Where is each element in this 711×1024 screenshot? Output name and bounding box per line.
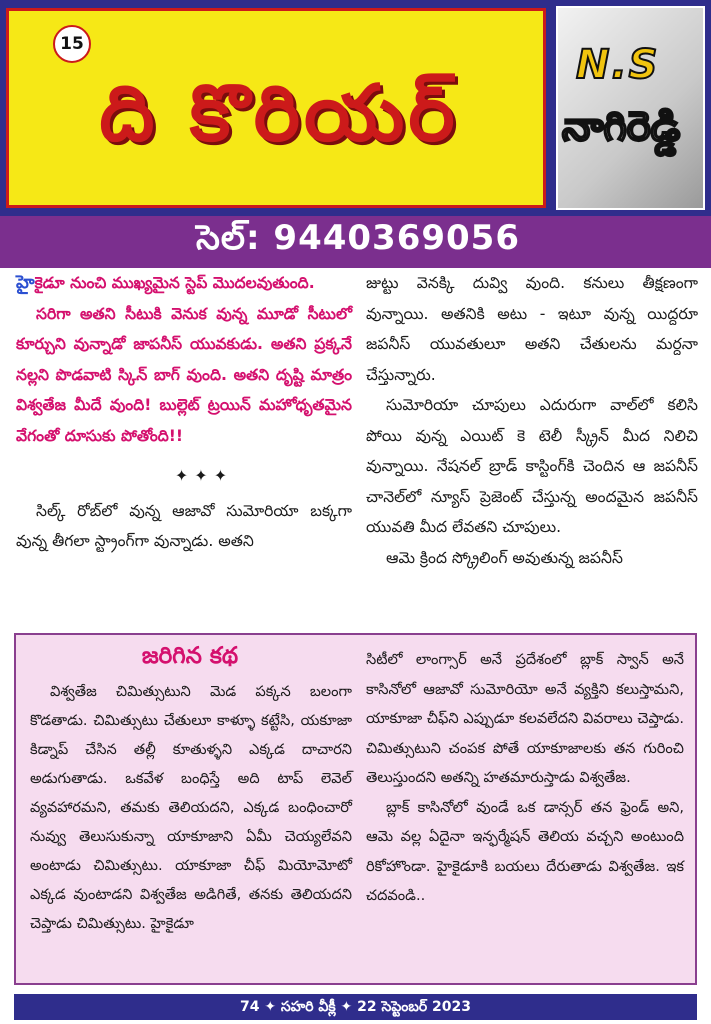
serial-title: ది కొరియర్ xyxy=(99,69,459,159)
drop-cap: హై xyxy=(16,272,35,293)
article-paragraph: జుట్టు వెనక్కి దువ్వి వుంది. కనులు తీక్షణంగా వున్నాయి. అతనికి అటు - ఇటూ వున్న యిద్దరూ జపనీస్ యువతులూ అతని చేతులను మర్దనా చేస్తున్నారు. xyxy=(366,274,698,384)
title-panel xyxy=(6,8,546,208)
author-initials: N.S xyxy=(576,42,660,88)
article-paragraph: సుమోరియా చూపులు ఎదురుగా వాల్‌లో కలిసి పోయి వున్న ఎయిట్ కె టెలీ స్క్రీన్ మీద నిలిచి వున్నాయి. నేషనల్ బ్రాడ్ కాస్టింగ్‌కి చెందిన ఆ జపనీస్ చానెల్‌లో న్యూస్ ప్రెజెంట్ చేస్తున్న అందమైన జపనీస్ యువతి మీద లేవతని చూపులు. xyxy=(366,396,698,536)
masthead xyxy=(0,0,711,216)
recap-paragraph: విశ్వతేజ చిమిత్సుటుని మెడ పక్కన బలంగా కొడతాడు. చిమిత్సుటు చేతులూ కాళ్ళూ కట్టేసి, యకూజా కిడ్నాప్ చేసిన తల్లీ కూతుళ్ళని ఎక్కడ దాచారని అడుగుతాడు. ఒకవేళ బంధిస్తే అది టాప్ లెవెల్ వ్యవహారమని, తమకు తెలియదని, ఎక్కడ బంధించారో నువ్వు తెలుసుకున్నా యాకూజాని ఏమీ చెయ్యలేవని అంటాడు చిమిత్సుటు. యాకూజా చీఫ్ మియోమోటో ఎక్కడ వుంటాడని విశ్వతేజ అడిగితే, తనకు తెలియదని చెప్తాడు చిమిత్సుటు. హైకైడూ xyxy=(30,683,352,932)
recap-paragraph: సిటీలో లాంగ్సార్ అనే ప్రదేశంలో బ్లాక్ స్వాన్ అనే కాసినోలో ఆజావో సుమోరియో అనే వ్యక్తిని కలుస్తామని, యాకూజా చీఫ్‌ని ఎప్పుడూ కలవలేదని వివరాలు చెప్తాడు. చిమిత్సుటుని చంపక పోతే యాకూజాలకు తన గురించి తెలుస్తుందని అతన్ని హతమారుస్తాడు విశ్వతేజ. xyxy=(366,651,684,786)
recap-paragraph: బ్లాక్ కాసినోలో వుండే ఒక డాన్సర్ తన ఫ్రెండ్ అని, ఆమె వల్ల ఏదైనా ఇన్ఫర్మేషన్ తెలియ వచ్చని అంటుంది రికోహొండా. హైకైడూకి బయలు దేరుతాడు విశ్వతేజ. ఇక చదవండి.. xyxy=(366,798,684,904)
article-paragraph: సరిగా అతని సీటుకి వెనుక వున్న మూడో సీటులో కూర్చుని వున్నాడో జాపనీస్ యువకుడు. అతని ప్రక్కనే నల్లని పొడవాటి స్కిన్ బాగ్ వుంది. అతని దృష్టి మాత్రం విశ్వతేజ మీదే వుంది! బుల్లెట్ ట్రయిన్ మహోధృతమైన వేగంతో దూసుకు పోతోంది!! xyxy=(16,304,352,445)
author-portrait xyxy=(556,6,705,210)
paragraph-text: కైడూ నుంచి ముఖ్యమైన స్టెప్ మొదలవుతుంది. xyxy=(34,274,315,292)
page-footer: 74 ✦ సహరి వీక్లీ ✦ 22 సెప్టెంబర్ 2023 xyxy=(14,994,697,1020)
article-column-right xyxy=(366,268,698,573)
recap-column-left xyxy=(30,677,352,938)
recap-heading: జరిగిన కథ xyxy=(141,643,239,669)
recap-column-right xyxy=(366,645,684,911)
article-paragraph: ఆమె క్రింద స్క్రోలింగ్ అవుతున్న జపనీస్ xyxy=(386,548,623,567)
episode-badge: 15 xyxy=(53,25,91,63)
phone-bar xyxy=(0,216,711,268)
author-name: నాగిరెడ్డి xyxy=(562,104,681,150)
section-divider: ✦✦✦ xyxy=(174,466,234,485)
article-paragraph xyxy=(16,268,352,299)
article-paragraph: సిల్క్ రోబ్‌లో వున్న ఆజావో సుమోరియా బక్కగా వున్న తీగలా స్ట్రాంగ్‌గా వున్నాడు. అతని xyxy=(16,501,352,550)
story-so-far-box xyxy=(14,633,697,985)
phone-number: సెల్: 9440369056 xyxy=(196,218,520,258)
article-column-left xyxy=(16,268,352,557)
